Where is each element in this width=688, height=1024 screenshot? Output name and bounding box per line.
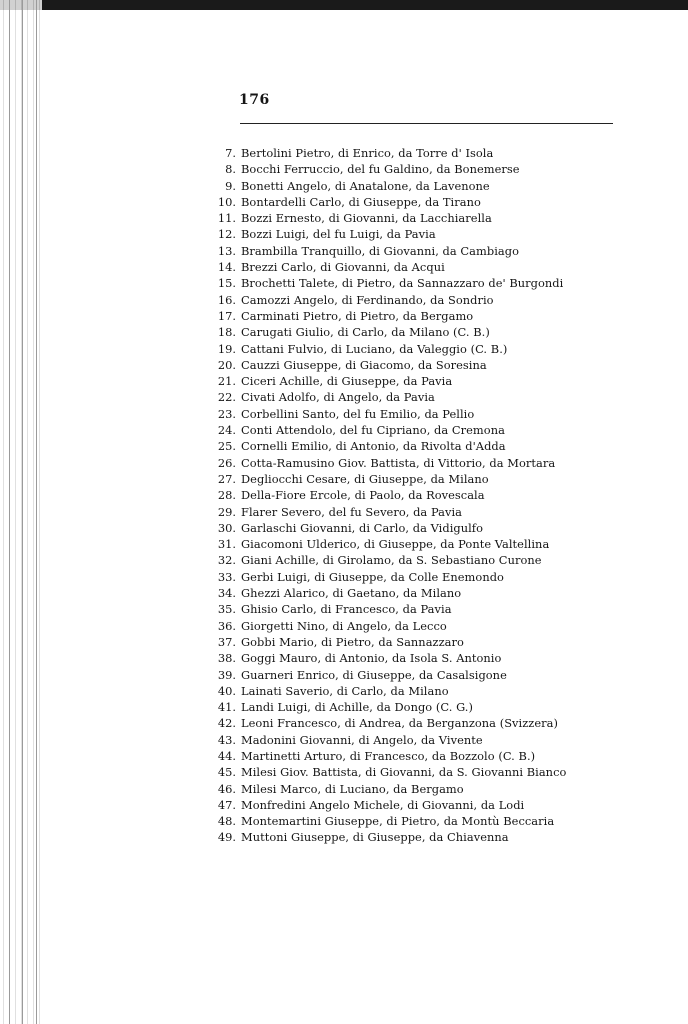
entry-text: Bontardelli Carlo, di Giuseppe, da Tirano bbox=[241, 194, 481, 209]
list-item bbox=[210, 259, 680, 275]
entry-number: 21. bbox=[217, 374, 236, 389]
entry-text: Corbellini Santo, del fu Emilio, da Pellio bbox=[241, 406, 475, 421]
list-item bbox=[210, 373, 680, 389]
entry-text: Ghezzi Alarico, di Gaetano, da Milano bbox=[241, 586, 462, 601]
entry-text: Leoni Francesco, di Andrea, da Berganzona (Svizzera) bbox=[241, 716, 558, 731]
entry-number: 27. bbox=[217, 471, 236, 486]
entry-text: Bozzi Luigi, del fu Luigi, da Pavia bbox=[241, 227, 436, 242]
entry-text: Carminati Pietro, di Pietro, da Bergamo bbox=[241, 308, 474, 323]
entry-text: Bonetti Angelo, di Anatalone, da Lavenone bbox=[241, 178, 490, 193]
entry-number: 32. bbox=[217, 553, 236, 568]
list-item bbox=[210, 552, 680, 568]
list-item bbox=[210, 455, 680, 471]
entry-text: Cattani Fulvio, di Luciano, da Valeggio (C. B.) bbox=[241, 341, 508, 356]
entry-number: 30. bbox=[217, 520, 236, 535]
entry-number: 34. bbox=[217, 586, 236, 601]
entry-text: Camozzi Angelo, di Ferdinando, da Sondrio bbox=[241, 292, 494, 307]
entry-text: Cornelli Emilio, di Antonio, da Rivolta d'Adda bbox=[241, 439, 506, 454]
entry-text: Brambilla Tranquillo, di Giovanni, da Cambiago bbox=[241, 243, 519, 258]
list-item bbox=[210, 471, 680, 487]
entry-text: Garlaschi Giovanni, di Carlo, da Vidigulfo bbox=[241, 520, 483, 535]
scan-edge-line bbox=[36, 0, 37, 1024]
entry-number: 22. bbox=[217, 390, 236, 405]
entry-text: Montemartini Giuseppe, di Pietro, da Montù Beccaria bbox=[241, 814, 555, 829]
entry-text: Milesi Giov. Battista, di Giovanni, da S. Giovanni Bianco bbox=[241, 765, 567, 780]
entry-text: Bozzi Ernesto, di Giovanni, da Lacchiarella bbox=[241, 211, 492, 226]
entry-text: Della-Fiore Ercole, di Paolo, da Rovescala bbox=[241, 488, 485, 503]
entry-number: 20. bbox=[217, 357, 236, 372]
entry-text: Gobbi Mario, di Pietro, da Sannazzaro bbox=[241, 634, 464, 649]
header-rule bbox=[240, 123, 613, 124]
list-item bbox=[210, 210, 680, 226]
entry-number: 49. bbox=[217, 830, 236, 845]
scan-edge-line bbox=[22, 0, 23, 1024]
entry-number: 37. bbox=[217, 634, 236, 649]
entry-text: Brochetti Talete, di Pietro, da Sannazzaro de' Burgondi bbox=[241, 276, 564, 291]
entry-number: 17. bbox=[217, 308, 236, 323]
entry-number: 42. bbox=[217, 716, 236, 731]
list-item bbox=[210, 699, 680, 715]
entry-number: 48. bbox=[217, 814, 236, 829]
entry-number: 45. bbox=[217, 765, 236, 780]
entry-number: 8. bbox=[225, 162, 236, 177]
entry-text: Landi Luigi, di Achille, da Dongo (C. G.) bbox=[241, 700, 473, 715]
entry-number: 46. bbox=[217, 781, 236, 796]
entry-number: 7. bbox=[225, 146, 236, 160]
list-item bbox=[210, 178, 680, 194]
list-item bbox=[210, 618, 680, 634]
list-item bbox=[210, 748, 680, 764]
entry-number: 10. bbox=[217, 194, 236, 209]
entry-text: Muttoni Giuseppe, di Giuseppe, da Chiavenna bbox=[241, 830, 509, 845]
entry-number: 12. bbox=[217, 227, 236, 242]
list-item bbox=[210, 357, 680, 373]
list-item bbox=[210, 292, 680, 308]
list-item bbox=[210, 520, 680, 536]
entry-text: Flarer Severo, del fu Severo, da Pavia bbox=[241, 504, 463, 519]
entry-text: Madonini Giovanni, di Angelo, da Vivente bbox=[241, 732, 483, 747]
list-item bbox=[210, 764, 680, 780]
entry-number: 39. bbox=[217, 667, 236, 682]
list-item bbox=[210, 438, 680, 454]
entry-text: Lainati Saverio, di Carlo, da Milano bbox=[241, 683, 449, 698]
entry-number: 11. bbox=[217, 211, 236, 226]
scan-edge-line bbox=[9, 0, 10, 1024]
entry-text: Monfredini Angelo Michele, di Giovanni, da Lodi bbox=[241, 797, 525, 812]
list-item bbox=[210, 650, 680, 666]
list-item bbox=[210, 145, 680, 161]
entry-text: Giani Achille, di Girolamo, da S. Sebastiano Curone bbox=[241, 553, 542, 568]
entry-number: 18. bbox=[217, 325, 236, 340]
entry-number: 35. bbox=[217, 602, 236, 617]
entry-text: Gerbi Luigi, di Giuseppe, da Colle Enemondo bbox=[241, 569, 504, 584]
entry-text: Ciceri Achille, di Giuseppe, da Pavia bbox=[241, 374, 453, 389]
list-item bbox=[210, 601, 680, 617]
list-item bbox=[210, 422, 680, 438]
entry-number: 13. bbox=[217, 243, 236, 258]
entry-text: Goggi Mauro, di Antonio, da Isola S. Antonio bbox=[241, 651, 502, 666]
list-item bbox=[210, 406, 680, 422]
page-number: 176 bbox=[239, 92, 270, 108]
entry-text: Cauzzi Giuseppe, di Giacomo, da Soresina bbox=[241, 357, 487, 372]
list-item bbox=[210, 161, 680, 177]
entry-text: Brezzi Carlo, di Giovanni, da Acqui bbox=[241, 260, 445, 275]
entry-number: 33. bbox=[217, 569, 236, 584]
entry-number: 41. bbox=[217, 700, 236, 715]
entry-text: Giorgetti Nino, di Angelo, da Lecco bbox=[241, 618, 447, 633]
entry-number: 40. bbox=[217, 683, 236, 698]
entry-text: Giacomoni Ulderico, di Giuseppe, da Ponte Valtellina bbox=[241, 537, 550, 552]
entry-number: 47. bbox=[217, 797, 236, 812]
entry-number: 29. bbox=[217, 504, 236, 519]
list-item bbox=[210, 781, 680, 797]
entry-text: Carugati Giulio, di Carlo, da Milano (C. B.) bbox=[241, 325, 490, 340]
list-item bbox=[210, 341, 680, 357]
entry-number: 25. bbox=[217, 439, 236, 454]
list-item bbox=[210, 732, 680, 748]
list-item bbox=[210, 194, 680, 210]
list-item bbox=[210, 634, 680, 650]
entry-number: 24. bbox=[217, 423, 236, 438]
entry-number: 19. bbox=[217, 341, 236, 356]
list-item bbox=[210, 683, 680, 699]
entry-number: 36. bbox=[217, 618, 236, 633]
list-item bbox=[210, 275, 680, 291]
entry-text: Conti Attendolo, del fu Cipriano, da Cremona bbox=[241, 423, 505, 438]
entry-text: Ghisio Carlo, di Francesco, da Pavia bbox=[241, 602, 452, 617]
name-list bbox=[210, 145, 680, 846]
list-item bbox=[210, 715, 680, 731]
list-item bbox=[210, 667, 680, 683]
list-item bbox=[210, 487, 680, 503]
list-item bbox=[210, 813, 680, 829]
entry-number: 31. bbox=[217, 537, 236, 552]
list-item bbox=[210, 569, 680, 585]
list-item bbox=[210, 243, 680, 259]
scan-top-border bbox=[0, 0, 688, 10]
entry-text: Cotta-Ramusino Giov. Battista, di Vittorio, da Mortara bbox=[241, 455, 556, 470]
entry-text: Martinetti Arturo, di Francesco, da Bozzolo (C. B.) bbox=[241, 748, 536, 763]
list-item bbox=[210, 308, 680, 324]
list-item bbox=[210, 797, 680, 813]
list-item bbox=[210, 829, 680, 845]
list-item bbox=[210, 585, 680, 601]
entry-text: Civati Adolfo, di Angelo, da Pavia bbox=[241, 390, 435, 405]
list-item bbox=[210, 536, 680, 552]
entry-number: 16. bbox=[217, 292, 236, 307]
entry-text: Degliocchi Cesare, di Giuseppe, da Milano bbox=[241, 471, 489, 486]
list-item bbox=[210, 324, 680, 340]
entry-number: 28. bbox=[217, 488, 236, 503]
entry-number: 15. bbox=[217, 276, 236, 291]
entry-number: 26. bbox=[217, 455, 236, 470]
entry-text: Bocchi Ferruccio, del fu Galdino, da Bonemerse bbox=[241, 162, 520, 177]
entry-text: Guarneri Enrico, di Giuseppe, da Casalsigone bbox=[241, 667, 507, 682]
entry-text: Bertolini Pietro, di Enrico, da Torre d' Isola bbox=[241, 146, 494, 160]
entry-number: 23. bbox=[217, 406, 236, 421]
entry-number: 44. bbox=[217, 748, 236, 763]
entry-number: 14. bbox=[217, 260, 236, 275]
entry-text: Milesi Marco, di Luciano, da Bergamo bbox=[241, 781, 464, 796]
entry-number: 38. bbox=[217, 651, 236, 666]
list-item bbox=[210, 504, 680, 520]
entry-number: 43. bbox=[217, 732, 236, 747]
list-item bbox=[210, 389, 680, 405]
entry-number: 9. bbox=[225, 178, 236, 193]
list-item bbox=[210, 226, 680, 242]
